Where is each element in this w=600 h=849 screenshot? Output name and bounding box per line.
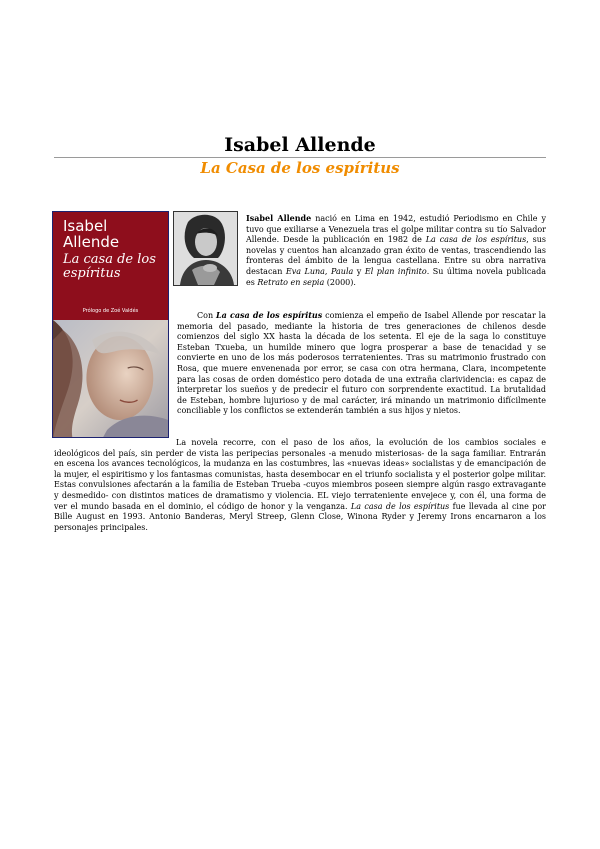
bio-italic-5: Retrato en sepia [257,277,325,287]
cover-prologue: Prólogo de Zoé Valdés [82,308,139,314]
bio-text-4: y [353,266,365,276]
summary-paragraph [177,310,546,417]
bio-italic-2: Eva Luna [285,266,325,276]
bio-text-5: . Su última novela publicada es [246,266,547,287]
page-title: Isabel Allende [224,134,376,156]
bio-name: Isabel Allende [246,213,312,223]
bio-text-1: nació en Lima en 1942, estudió Periodismo en Chile y tuvo que exiliarse a Venezuela tras el golpe militar contra su tío Salvador Allende. Desde la publicación en 1982 de [246,214,546,245]
bio-italic-3: Paula [331,266,354,276]
summary-book-title: La casa de los espíritus [216,310,323,320]
novel-italic-1: La casa de los espíritus [350,501,450,511]
summary-text-0: Con [197,311,217,320]
bio-text-6: (2000). [324,277,356,287]
author-photo [173,211,238,286]
bio-italic-1: La casa de los espíritus [425,235,527,245]
author-portrait [174,212,237,285]
author-bio [246,213,546,288]
bio-text-3: , [324,266,331,276]
novel-text-2: fue llevada al cine por Bille August en 1993. Antonio Banderas, Meryl Streep, Glenn Close, Winona Ryder y Jeremy Irons encarnaron a los personajes principales. [54,501,547,532]
bio-text-2: , sus novelas y cuentos han alcanzado gran éxito de ventas, trascendiendo las fronteras del ámbito de la lengua castellana. Entre su obra narrativa destacan [246,235,546,276]
bio-italic-4: El plan infinito [364,266,427,276]
cover-author: Isabel Allende [63,217,120,251]
novel-text-1: La novela recorre, con el paso de los años, la evolución de los cambios sociales e ideológicos del país, sin perder de vista las peripecias personales -a menudo misteriosas- de la saga familiar. Entrarán en escena los avances tecnológicos, la mudanza en las costumbres, las «nuevas ideas» socialistas y de emancipación de la mujer, el espiritismo y los fantasmas comunistas, hasta desembocar en el triunfo socialista y el posterior golpe militar. Estas convulsiones afectarán a la familia de Esteban Trueba -cuyos miembros poseen siempre algún rasgo extravagante y desmedido- con distintos matices de dramatismo y violencia. EL viejo terrateniente envejece y, con él, una forma de ver el mundo basada en el dominio, el código de honor y la venganza. [54,438,546,511]
cover-title: La casa de los espíritus [63,252,156,281]
novel-paragraph [54,438,546,533]
cover-painting [53,320,168,438]
summary-text-1: comienza el empeño de Isabel Allende por rescatar la memoria del pasado, mediante la historia de tres generaciones de chilenos desde comienzos del siglo XX hasta la década de los setenta. El eje de la saga lo constituye Esteban Txueba, un humilde minero que logra prosperar a base de tenacidad y se convierte en uno de los más poderosos terratenientes. Tras su matrimonio frustrado con Rosa, que muere envenenada por error, se casa con otra hermana, Clara, incompetente para las cosas de orden doméstico pero dotada de una extraña clarividencia: es capaz de interpretar los sueños y de predecir el futuro con sorprendente exactitud. La brutalidad de Esteban, hombre lujurioso y de mal carácter, irá minando un matrimonio difícilmente conciliable y los conflictos se extenderán también a sus hijos y nietos. [177,311,547,416]
book-subtitle: La Casa de los espíritus [200,159,400,177]
book-cover-image [52,211,169,438]
